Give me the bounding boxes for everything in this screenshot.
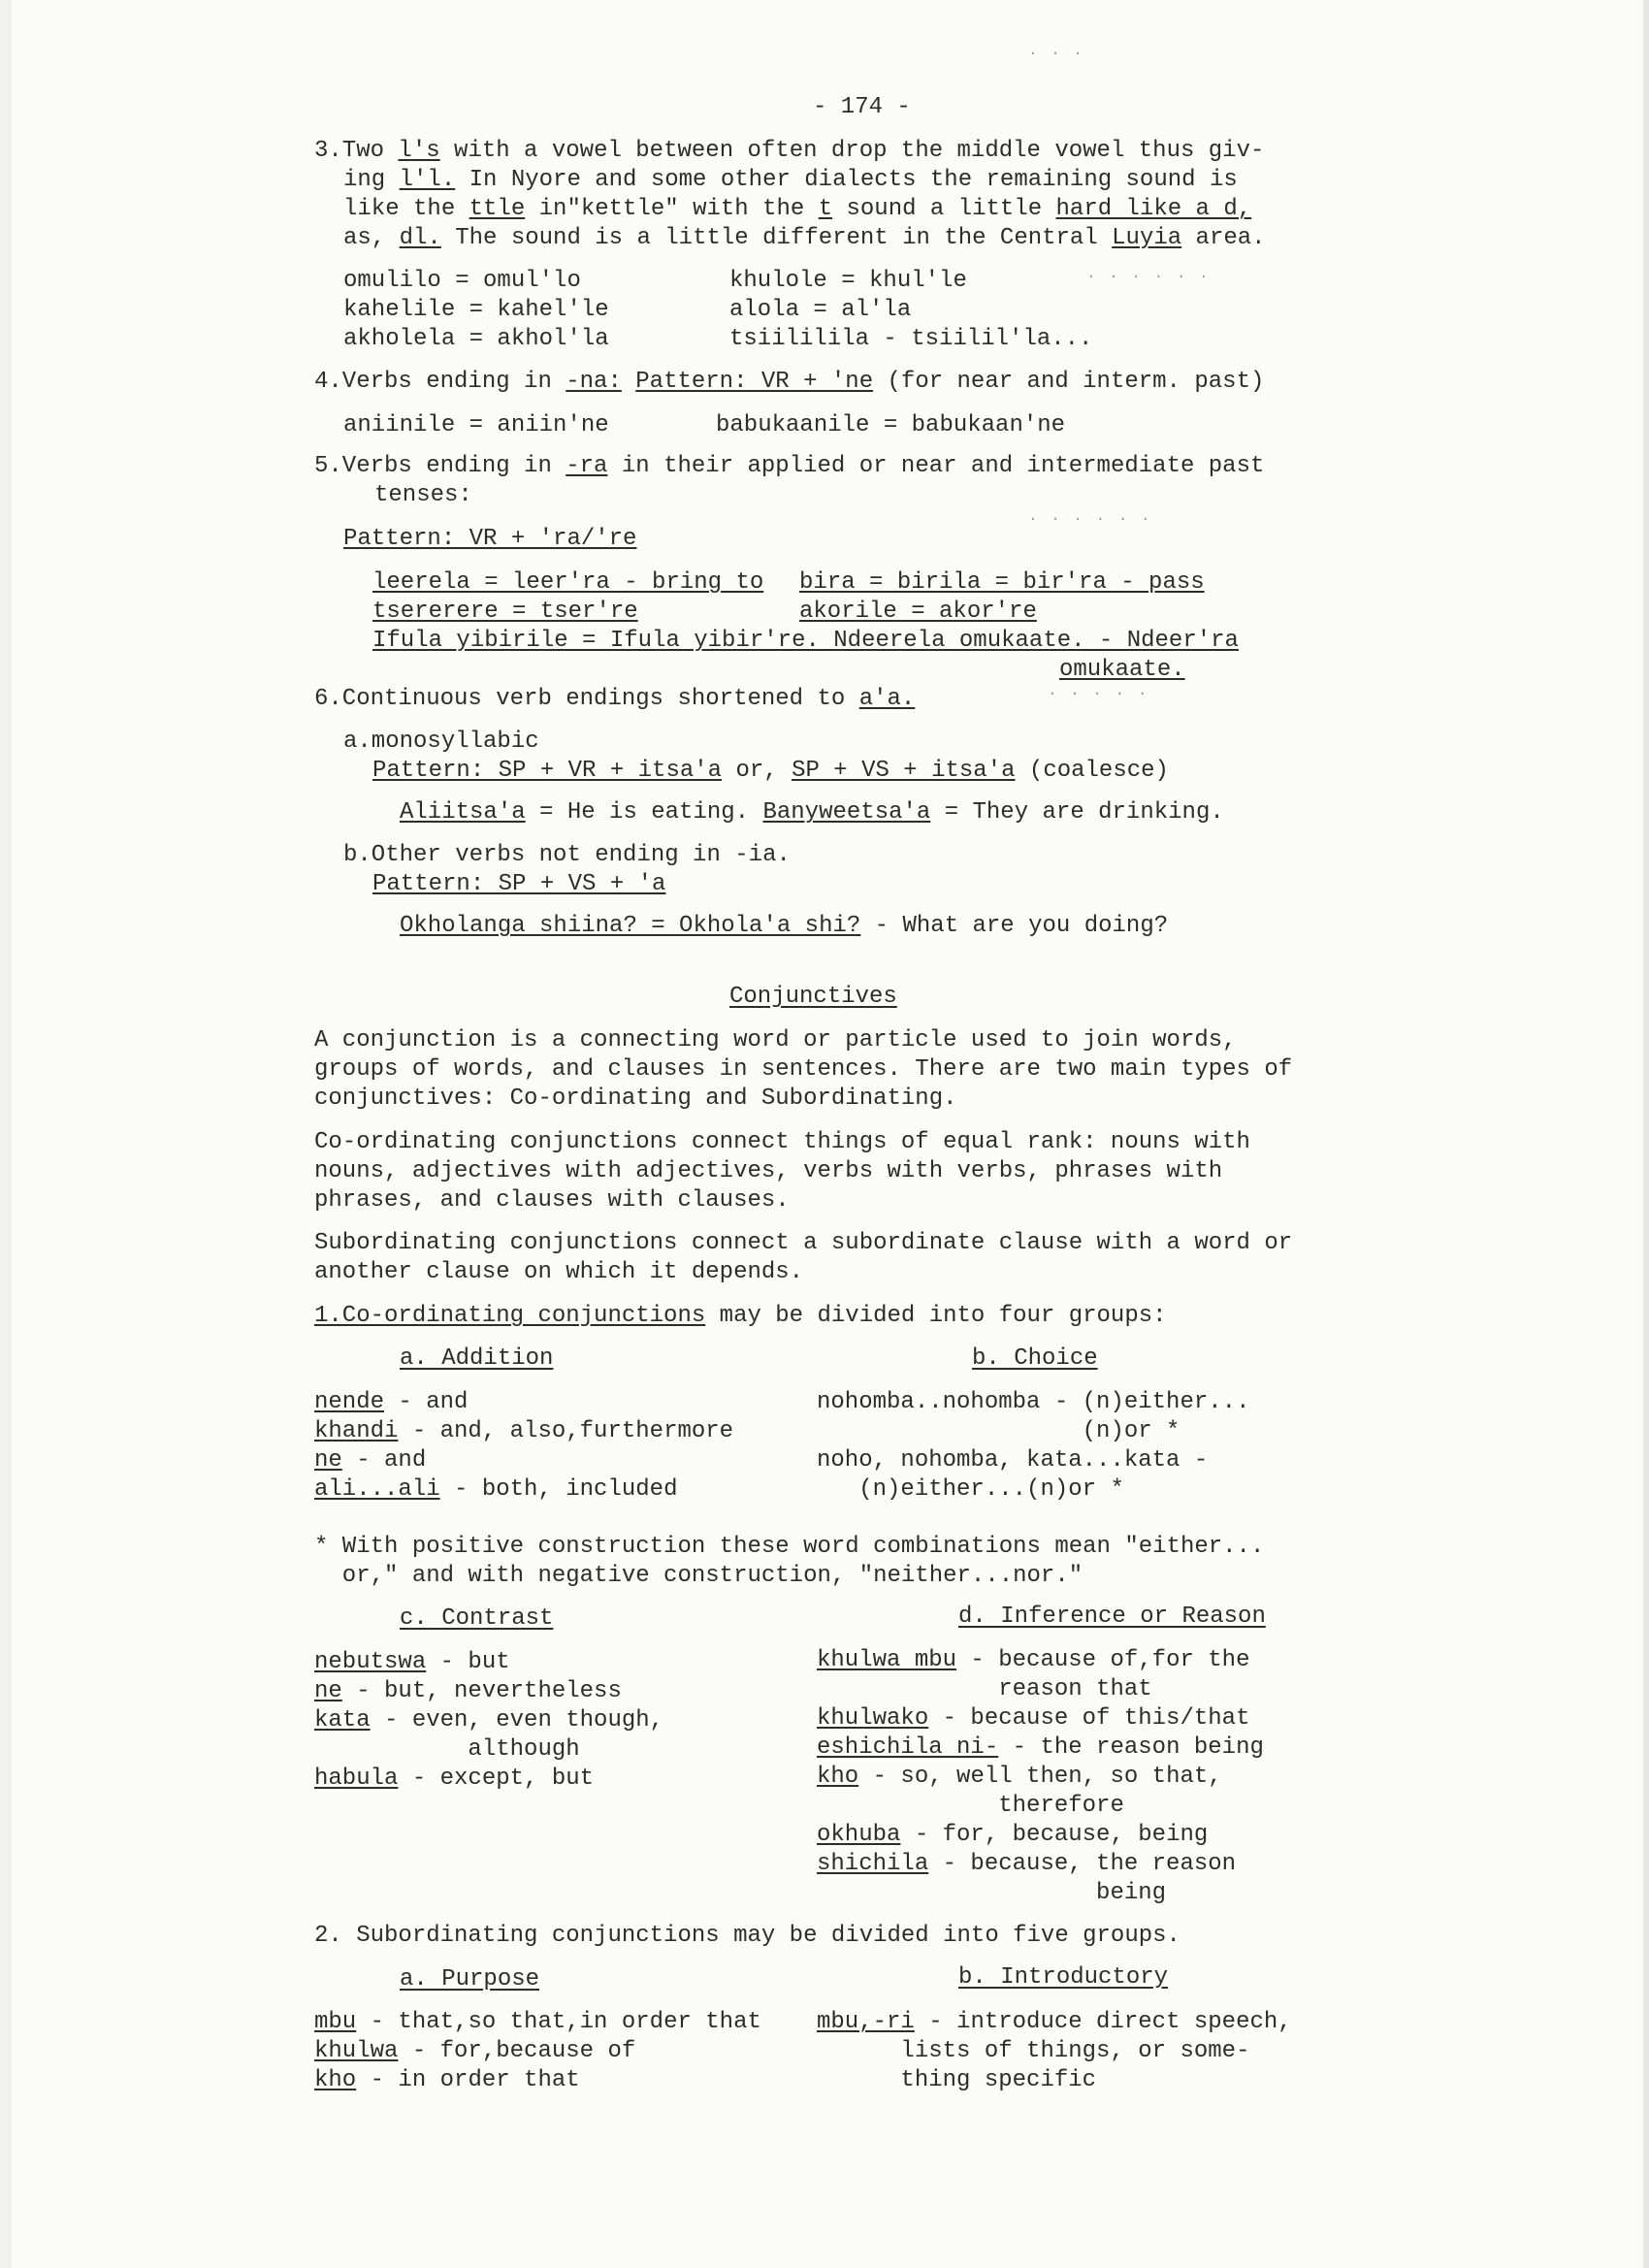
group-title-introductory: b. Introductory [958, 1964, 1169, 1991]
bleed-mark: · · · · · · [1086, 268, 1211, 285]
inference-item: okhuba - for, because, being [817, 1822, 1209, 1848]
purpose-item: mbu - that,so that,in order that [314, 2009, 761, 2035]
inference-item: reason that [817, 1676, 1152, 1702]
rule3-example: khulole = khul'le [729, 268, 967, 294]
rule6-a-label: a.monosyllabic [343, 729, 539, 755]
addition-item: ne - and [314, 1447, 427, 1474]
rule3-line1: 3.Two l's with a vowel between often drop the middle vowel thus giv- [314, 138, 1265, 164]
rule6-b-pattern: Pattern: SP + VS + 'a [372, 871, 666, 897]
inference-item: shichila - because, the reason [817, 1851, 1237, 1877]
inference-item: kho - so, well then, so that, [817, 1764, 1222, 1790]
rule3-example: tsiililila - tsiilil'la... [729, 326, 1093, 352]
bleed-mark: · · · [1028, 45, 1085, 62]
contrast-item: although [314, 1736, 580, 1763]
choice-line: (n)either...(n)or * [817, 1476, 1124, 1503]
inference-item: therefore [817, 1793, 1124, 1819]
coordinating-intro: 1.Co-ordinating conjunctions may be divided into four groups: [314, 1303, 1167, 1329]
rule4-line: 4.Verbs ending in -na: Pattern: VR + 'ne (for near and interm. past) [314, 369, 1265, 395]
purpose-item: kho - in order that [314, 2067, 580, 2093]
page-number: - 174 - [813, 94, 911, 120]
rule6-b-example: Okholanga shiina? = Okhola'a shi? - What are you doing? [400, 913, 1169, 939]
introductory-item: mbu,-ri - introduce direct speech, [817, 2009, 1292, 2035]
group-title-choice: b. Choice [972, 1345, 1098, 1372]
subordinating-intro: 2. Subordinating conjunctions may be divided into five groups. [314, 1923, 1180, 1949]
introductory-item: thing specific [817, 2067, 1097, 2093]
rule5-example: akorile = akor're [799, 599, 1037, 625]
paragraph: A conjunction is a connecting word or particle used to join words, groups of words, and clauses in sentences. There are two main types of conjunctives: Co-ordinating and Subordinating. [314, 1027, 1293, 1112]
rule3-line4: as, dl. The sound is a little different in the Central Luyia area. [343, 225, 1266, 251]
rule5-example: bira = birila = bir'ra - pass [799, 569, 1205, 596]
introductory-item: lists of things, or some- [817, 2038, 1250, 2064]
contrast-item: nebutswa - but [314, 1649, 510, 1675]
addition-item: nende - and [314, 1389, 469, 1415]
addition-item: khandi - and, also,furthermore [314, 1418, 734, 1444]
contrast-item: ne - but, nevertheless [314, 1678, 622, 1704]
choice-line: nohomba..nohomba - (n)either... [817, 1389, 1250, 1415]
bleed-mark: · · · · · · [1028, 510, 1152, 528]
rule6-a-example: Aliitsa'a = He is eating. Banyweetsa'a = They are drinking. [400, 799, 1224, 826]
page-right-edge [1643, 0, 1649, 2268]
rule3-example: akholela = akhol'la [343, 326, 609, 352]
group-title-addition: a. Addition [400, 1345, 554, 1372]
rule6-a-pattern: Pattern: SP + VR + itsa'a or, SP + VS + itsa'a (coalesce) [372, 758, 1169, 784]
rule3-line3: like the ttle in"kettle" with the t sound a little hard like a d, [343, 196, 1252, 222]
choice-line: noho, nohomba, kata...kata - [817, 1447, 1209, 1474]
paragraph: Co-ordinating conjunctions connect things of equal rank: nouns with nouns, adjectives with adjectives, verbs with verbs, phrases with phrases, and clauses with clauses. [314, 1129, 1250, 1214]
choice-line: (n)or * [817, 1418, 1180, 1444]
section-title: Conjunctives [729, 984, 897, 1010]
inference-item: being [817, 1880, 1167, 1906]
rule4-example: babukaanile = babukaan'ne [716, 412, 1066, 438]
rule6-b-label: b.Other verbs not ending in -ia. [343, 842, 791, 868]
inference-item: khulwako - because of this/that [817, 1705, 1250, 1732]
footnote-line: or," and with negative construction, "neither...nor." [314, 1563, 1083, 1589]
rule5-example: omukaate. [1059, 657, 1185, 683]
group-title-purpose: a. Purpose [400, 1966, 540, 1993]
footnote-line: * With positive construction these word combinations mean "either... [314, 1534, 1265, 1560]
contrast-item: habula - except, but [314, 1766, 595, 1792]
rule3-example: omulilo = omul'lo [343, 268, 581, 294]
rule5-example: tsererere = tser're [372, 599, 638, 625]
rule3-example: alola = al'la [729, 297, 912, 323]
rule5-line2: tenses: [374, 482, 472, 508]
rule5-example: leerela = leer'ra - bring to [372, 569, 764, 596]
inference-item: khulwa mbu - because of,for the [817, 1647, 1250, 1673]
paragraph: Subordinating conjunctions connect a subordinate clause with a word or another clause on which it depends. [314, 1230, 1293, 1285]
rule3-line2: ing l'l. In Nyore and some other dialects the remaining sound is [343, 167, 1238, 193]
rule5-example: Ifula yibirile = Ifula yibir're. Ndeerela omukaate. - Ndeer'ra [372, 628, 1239, 654]
addition-item: ali...ali - both, included [314, 1476, 678, 1503]
group-title-inference: d. Inference or Reason [958, 1604, 1266, 1630]
rule3-example: kahelile = kahel'le [343, 297, 609, 323]
rule4-example: aniinile = aniin'ne [343, 412, 609, 438]
group-title-contrast: c. Contrast [400, 1605, 554, 1632]
purpose-item: khulwa - for,because of [314, 2038, 636, 2064]
page-left-shadow [0, 0, 12, 2268]
bleed-mark: · · · · · [1048, 685, 1149, 702]
rule5-pattern: Pattern: VR + 'ra/'re [343, 526, 637, 552]
rule6-line: 6.Continuous verb endings shortened to a'a. [314, 686, 916, 712]
inference-item: eshichila ni- - the reason being [817, 1734, 1264, 1761]
contrast-item: kata - even, even though, [314, 1707, 664, 1733]
rule5-line1: 5.Verbs ending in -ra in their applied or near and intermediate past [314, 453, 1265, 479]
